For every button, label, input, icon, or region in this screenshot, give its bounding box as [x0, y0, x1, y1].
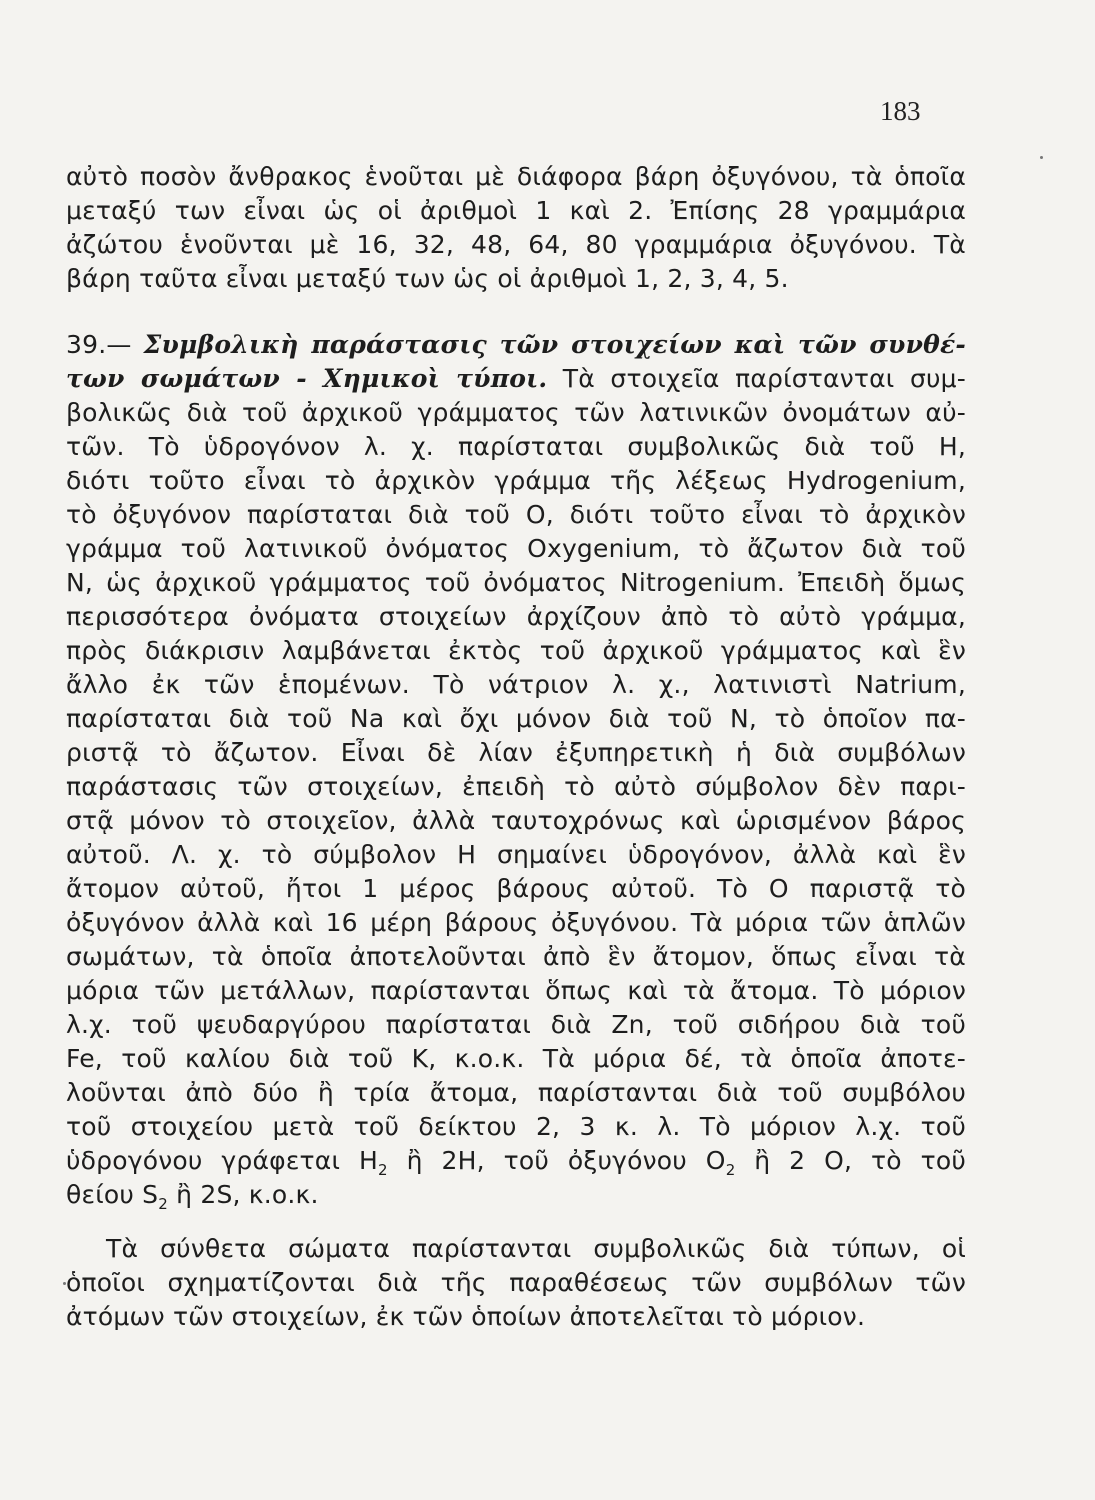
- text-line: διότι τοῦτο εἶναι τὸ ἀρχικὸν γράμμα τῆς λέξεως Hydrogenium,: [66, 466, 966, 495]
- text-line: ὀξυγόνον ἀλλὰ καὶ 16 μέρη βάρους ὀξυγόνου. Τὰ μόρια τῶν ἁπλῶν: [66, 908, 966, 937]
- text-line: Τὰ σύνθετα σώματα παρίστανται συμβολικῶς διὰ τύπων, οἱ: [106, 1234, 966, 1263]
- text-line: γράμμα τοῦ λατινικοῦ ὀνόματος Oxygenium, τὸ ἄζωτον διὰ τοῦ: [66, 534, 966, 563]
- text-line: Fe, τοῦ καλίου διὰ τοῦ Κ, κ.ο.κ. Τὰ μόρια δέ, τὰ ὁποῖα ἀποτε-: [66, 1044, 966, 1073]
- text-fragment: Τὰ στοιχεῖα παρίστανται συμ-: [562, 364, 966, 393]
- text-line: μόρια τῶν μετάλλων, παρίστανται ὅπως καὶ τὰ ἄτομα. Τὸ μόριον: [66, 976, 966, 1005]
- text-line: ἀζώτου ἑνοῦνται μὲ 16, 32, 48, 64, 80 γραμμάρια ὀξυγόνου. Τὰ: [66, 230, 966, 259]
- text-line: Ν, ὡς ἀρχικοῦ γράμματος τοῦ ὀνόματος Nitrogenium. Ἐπειδὴ ὅμως: [66, 568, 966, 597]
- text-line: αὐτὸ ποσὸν ἄνθρακος ἑνοῦται μὲ διάφορα βάρη ὀξυγόνου, τὰ ὁποῖα: [66, 162, 966, 191]
- section-heading-line: [66, 328, 966, 362]
- text-line: βολικῶς διὰ τοῦ ἀρχικοῦ γράμματος τῶν λατινικῶν ὀνομάτων αὐ-: [66, 398, 966, 427]
- section-title-cont: των σωμάτων - Χημικοὶ τύποι.: [66, 364, 548, 393]
- text-fragment: θείου S: [66, 1180, 159, 1209]
- text-line: παράστασις τῶν στοιχείων, ἐπειδὴ τὸ αὐτὸ σύμβολον δὲν παρι-: [66, 772, 966, 801]
- subscript: 2: [377, 1161, 388, 1179]
- section-number: 39.—: [66, 330, 132, 359]
- text-line: βάρη ταῦτα εἶναι μεταξύ των ὡς οἱ ἀριθμοὶ 1, 2, 3, 4, 5.: [66, 264, 789, 293]
- text-fragment: ἢ 2S, κ.ο.κ.: [168, 1180, 319, 1209]
- text-line: λ.χ. τοῦ ψευδαργύρου παρίσταται διὰ Zn, τοῦ σιδήρου διὰ τοῦ: [66, 1010, 966, 1039]
- text-line: ριστᾷ τὸ ἄζωτον. Εἶναι δὲ λίαν ἐξυπηρετικὴ ἡ διὰ συμβόλων: [66, 738, 966, 767]
- scan-speck: [1040, 156, 1043, 159]
- text-line: τοῦ στοιχείου μετὰ τοῦ δείκτου 2, 3 κ. λ. Τὸ μόριον λ.χ. τοῦ: [66, 1112, 966, 1141]
- text-fragment: ὑδρογόνου γράφεται H: [66, 1146, 378, 1175]
- section-title: Συμβολικὴ παράστασις τῶν στοιχείων καὶ τῶν συνθέ-: [143, 330, 966, 359]
- text-line: σωμάτων, τὰ ὁποῖα ἀποτελοῦνται ἀπὸ ἓν ἄτομον, ὅπως εἶναι τὰ: [66, 942, 966, 971]
- page-number: 183: [880, 96, 921, 126]
- text-line: ἄτομον αὐτοῦ, ἤτοι 1 μέρος βάρους αὐτοῦ. Τὸ Ο παριστᾷ τὸ: [66, 874, 966, 903]
- text-line: λοῦνται ἀπὸ δύο ἢ τρία ἄτομα, παρίστανται διὰ τοῦ συμβόλου: [66, 1078, 966, 1107]
- text-line: τῶν. Τὸ ὑδρογόνον λ. χ. παρίσταται συμβολικῶς διὰ τοῦ Η,: [66, 432, 966, 461]
- text-line: τὸ ὀξυγόνον παρίσταται διὰ τοῦ Ο, διότι τοῦτο εἶναι τὸ ἀρχικὸν: [66, 500, 966, 529]
- formula-line: [66, 1178, 966, 1221]
- text-line: πρὸς διάκρισιν λαμβάνεται ἐκτὸς τοῦ ἀρχικοῦ γράμματος καὶ ἓν: [66, 636, 966, 665]
- text-line: ἀτόμων τῶν στοιχείων, ἐκ τῶν ὁποίων ἀποτελεῖται τὸ μόριον.: [66, 1302, 866, 1331]
- text-line: μεταξύ των εἶναι ὡς οἱ ἀριθμοὶ 1 καὶ 2. Ἐπίσης 28 γραμμάρια: [66, 196, 966, 225]
- text-line: περισσότερα ὀνόματα στοιχείων ἀρχίζουν ἀπὸ τὸ αὐτὸ γράμμα,: [66, 602, 966, 631]
- text-line: ἄλλο ἐκ τῶν ἑπομένων. Τὸ νάτριον λ. χ., λατινιστὶ Natrium,: [66, 670, 966, 699]
- subscript: 2: [725, 1161, 736, 1179]
- section-heading-line-2: [66, 362, 966, 396]
- text-fragment: ἢ 2Η, τοῦ ὀξυγόνου O: [387, 1146, 726, 1175]
- text-fragment: ἢ 2 Ο, τὸ τοῦ: [735, 1146, 967, 1175]
- text-line: παρίσταται διὰ τοῦ Na καὶ ὄχι μόνον διὰ τοῦ Ν, τὸ ὁποῖον πα-: [66, 704, 966, 733]
- text-line: ὁποῖοι σχηματίζονται διὰ τῆς παραθέσεως τῶν συμβόλων τῶν: [66, 1268, 966, 1297]
- subscript: 2: [158, 1195, 168, 1213]
- text-line: στᾷ μόνον τὸ στοιχεῖον, ἀλλὰ ταυτοχρόνως καὶ ὡρισμένον βάρος: [66, 806, 966, 835]
- scan-speck: [63, 1282, 66, 1285]
- text-line: αὐτοῦ. Λ. χ. τὸ σύμβολον Η σημαίνει ὑδρογόνον, ἀλλὰ καὶ ἓν: [66, 840, 966, 869]
